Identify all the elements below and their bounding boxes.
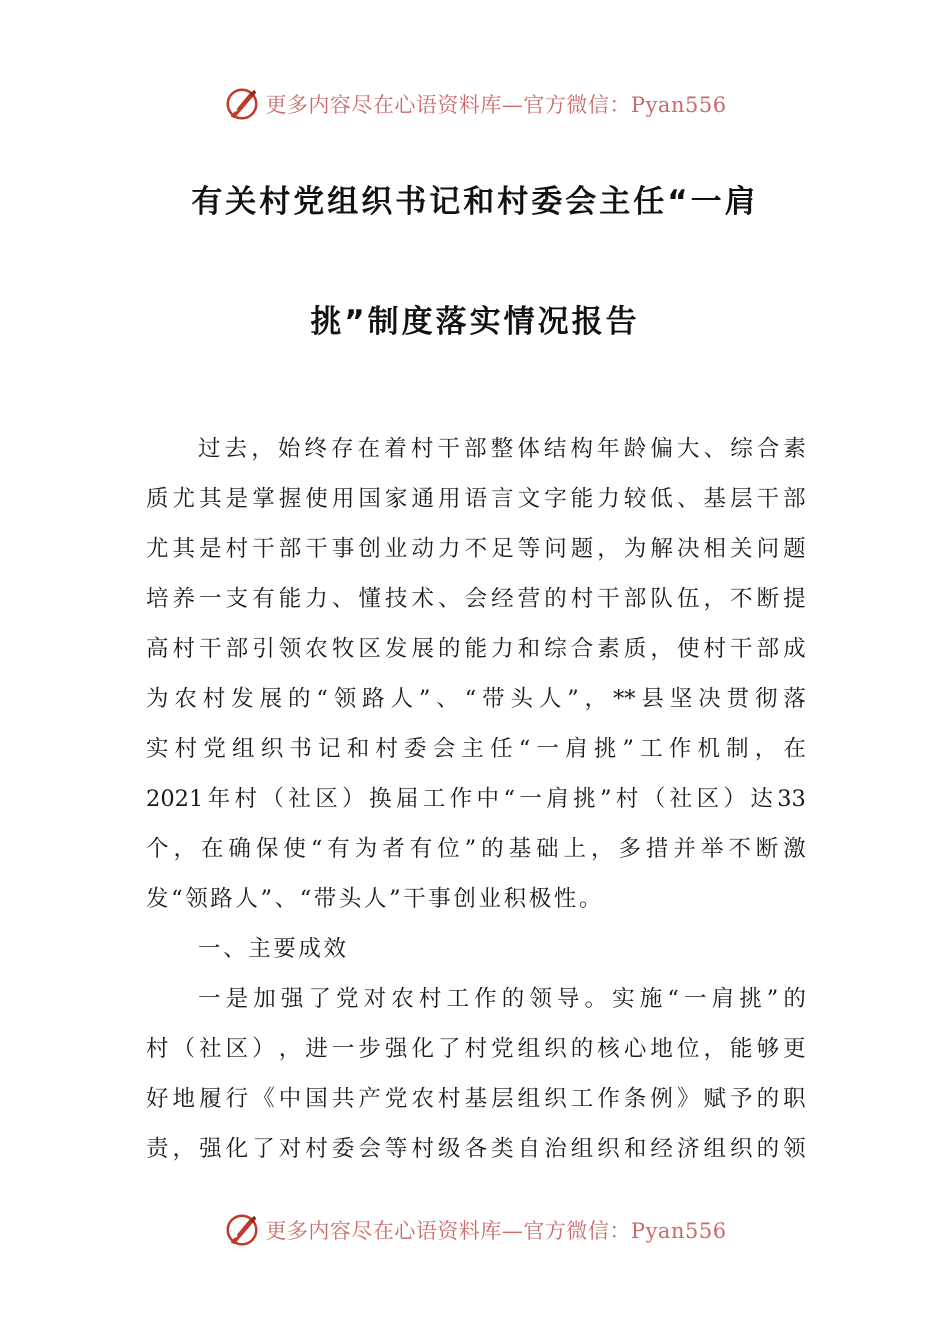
body-line: 培 养 一 支 有 能 力 、 懂 技 术 、 会 经 营 的 村 干 部 队 伍 ， 不 断 提	[146, 586, 806, 612]
body-line: 好 地 履 行 《 中 国 共 产 党 农 村 基 层 组 织 工 作 条 例 》 赋 予 的 职	[146, 1086, 806, 1112]
body-line: 为 农 村 发 展 的 “ 领 路 人 ” 、 “ 带 头 人 ” ， ** 县 坚 决 贯 彻 落	[146, 686, 806, 712]
body-line: 实 村 党 组 织 书 记 和 村 委 会 主 任 “ 一 肩 挑 ” 工 作 机 制 ， 在	[146, 736, 806, 762]
body-line: 一 是 加 强 了 党 对 农 村 工 作 的 领 导 。 实 施 “ 一 肩 挑 ” 的	[198, 986, 806, 1012]
watermark-banner-bottom	[0, 1208, 950, 1252]
body-line: 个 ， 在 确 保 使 “ 有 为 者 有 位 ” 的 基 础 上 ， 多 措 并 举 不 断 激	[146, 836, 806, 862]
body-line: 发“领路人”、“带头人”干事创业积极性。	[146, 886, 605, 912]
body-line: 2021 年 村 （ 社 区 ） 换 届 工 作 中 “ 一 肩 挑 ” 村 （ 社 区 ） 达 33	[146, 786, 806, 812]
document-body	[146, 424, 806, 1174]
body-line: 尤 其 是 村 干 部 干 事 创 业 动 力 不 足 等 问 题 ， 为 解 决 相 关 问 题	[146, 536, 806, 562]
section-heading: 一、主要成效	[198, 936, 349, 962]
pen-logo-icon	[223, 85, 261, 123]
pen-logo-icon	[223, 1211, 261, 1249]
body-line: 过 去 ， 始 终 存 在 着 村 干 部 整 体 结 构 年 龄 偏 大 、 综 合 素	[198, 436, 806, 462]
watermark-text: 更多内容尽在心语资料库—官方微信：Pyan556	[265, 93, 727, 117]
watermark-banner-top	[0, 82, 950, 126]
watermark-text: 更多内容尽在心语资料库—官方微信：Pyan556	[265, 1219, 727, 1243]
body-line: 质 尤 其 是 掌 握 使 用 国 家 通 用 语 言 文 字 能 力 较 低 、 基 层 干 部	[146, 486, 806, 512]
body-line: 高 村 干 部 引 领 农 牧 区 发 展 的 能 力 和 综 合 素 质 ， 使 村 干 部 成	[146, 636, 806, 662]
body-line: 村 （ 社 区 ） ， 进 一 步 强 化 了 村 党 组 织 的 核 心 地 位 ， 能 够 更	[146, 1036, 806, 1062]
body-line: 责 ， 强 化 了 对 村 委 会 等 村 级 各 类 自 治 组 织 和 经 济 组 织 的 领	[146, 1136, 806, 1162]
document-title-line-1: 有关村党组织书记和村委会主任“一肩	[191, 184, 759, 220]
document-title-line-2: 挑”制度落实情况报告	[310, 304, 640, 340]
